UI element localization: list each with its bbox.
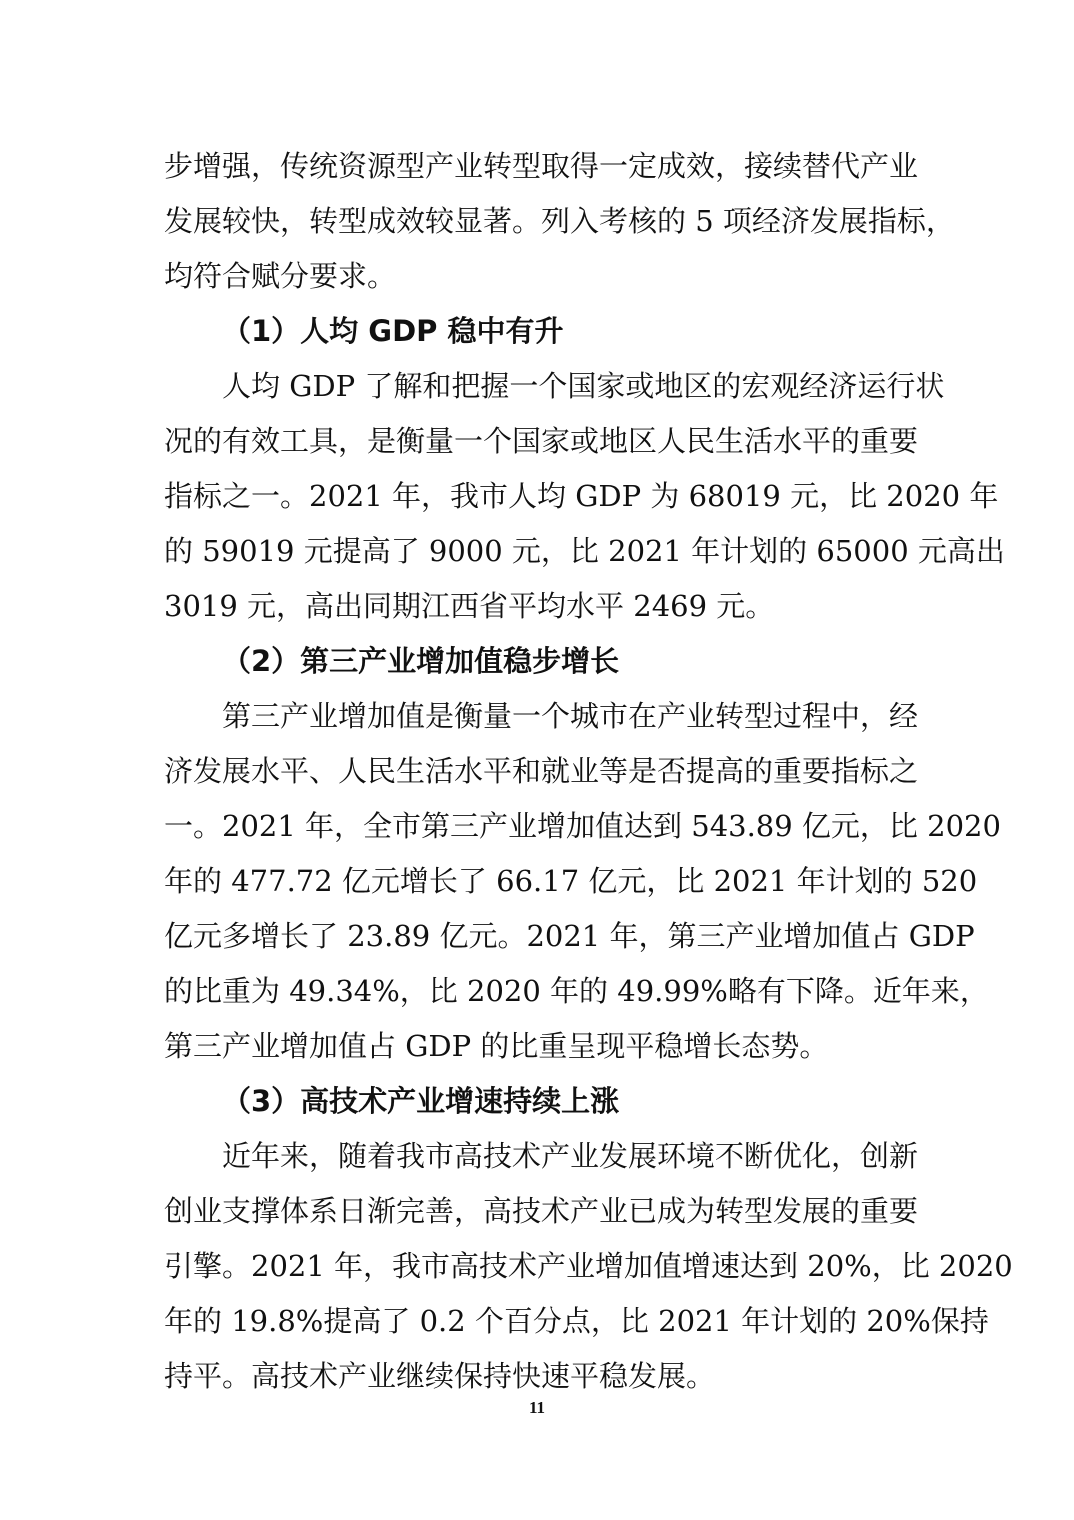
paragraph-line: 近年来，随着我市高技术产业发展环境不断优化，创新 (222, 1139, 919, 1173)
paragraph-line: 的比重为 49.34%，比 2020 年的 49.99%略有下降。近年来， (164, 974, 989, 1008)
section-heading-2: （2）第三产业增加值稳步增长 (222, 644, 620, 678)
paragraph-line: 济发展水平、人民生活水平和就业等是否提高的重要指标之 (164, 754, 919, 788)
paragraph-line: 指标之一。2021 年，我市人均 GDP 为 68019 元，比 2020 年 (164, 479, 999, 513)
paragraph-line: 步增强，传统资源型产业转型取得一定成效，接续替代产业 (164, 149, 919, 183)
paragraph-line: 况的有效工具，是衡量一个国家或地区人民生活水平的重要 (164, 424, 919, 458)
section-heading-1: （1）人均 GDP 稳中有升 (222, 314, 564, 348)
paragraph-line: 一。2021 年，全市第三产业增加值达到 543.89 亿元，比 2020 (164, 809, 1001, 843)
page-number: 11 (528, 1398, 546, 1417)
paragraph-line: 年的 19.8%提高了 0.2 个百分点，比 2021 年计划的 20%保持 (164, 1304, 989, 1338)
paragraph-line: 持平。高技术产业继续保持快速平稳发展。 (164, 1359, 716, 1393)
paragraph-line: 的 59019 元提高了 9000 元，比 2021 年计划的 65000 元高出 (164, 534, 1005, 568)
paragraph-line: 第三产业增加值是衡量一个城市在产业转型过程中，经 (222, 699, 919, 733)
section-heading-3: （3）高技术产业增速持续上涨 (222, 1084, 620, 1118)
paragraph-line: 创业支撑体系日渐完善，高技术产业已成为转型发展的重要 (164, 1194, 919, 1228)
paragraph-line: 发展较快，转型成效较显著。列入考核的 5 项经济发展指标， (164, 204, 955, 238)
paragraph-line: 人均 GDP 了解和把握一个国家或地区的宏观经济运行状 (222, 369, 945, 403)
paragraph-line: 引擎。2021 年，我市高技术产业增加值增速达到 20%，比 2020 (164, 1249, 1013, 1283)
paragraph-line: 均符合赋分要求。 (164, 259, 397, 293)
paragraph-line: 3019 元，高出同期江西省平均水平 2469 元。 (164, 589, 775, 623)
paragraph-line: 第三产业增加值占 GDP 的比重呈现平稳增长态势。 (164, 1029, 829, 1063)
paragraph-line: 亿元多增长了 23.89 亿元。2021 年，第三产业增加值占 GDP (164, 919, 975, 953)
paragraph-line: 年的 477.72 亿元增长了 66.17 亿元，比 2021 年计划的 520 (164, 864, 978, 898)
